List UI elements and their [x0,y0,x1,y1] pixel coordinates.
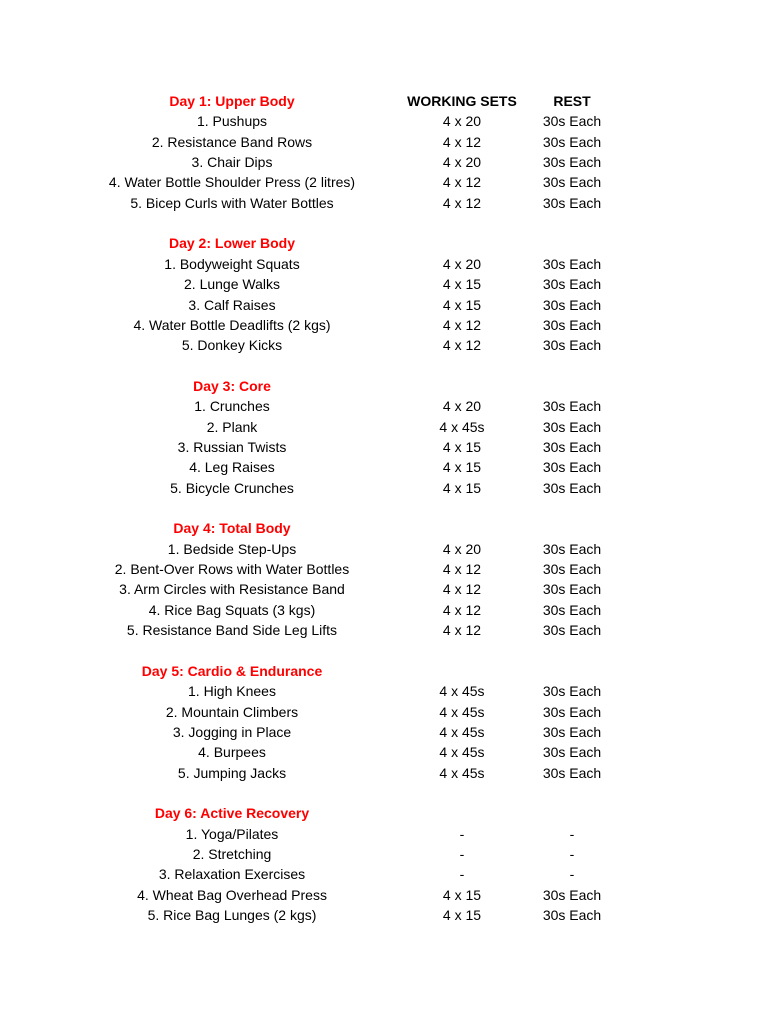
exercise-name: 1. Bodyweight Squats [164,255,300,272]
exercise-rest: 30s Each [542,337,602,354]
day-header-row [0,91,768,111]
exercise-sets: 4 x 12 [442,133,482,150]
exercise-rest: 30s Each [542,398,602,415]
exercise-rest: 30s Each [542,622,602,639]
exercise-sets: 4 x 15 [442,296,482,313]
exercise-rest: 30s Each [542,174,602,191]
exercise-sets: 4 x 12 [442,194,482,211]
exercise-name: 5. Bicep Curls with Water Bottles [130,194,334,211]
exercise-rest: 30s Each [542,561,602,578]
exercise-sets: 4 x 45s [439,723,485,740]
exercise-rest: 30s Each [542,296,602,313]
exercise-rest: 30s Each [542,276,602,293]
exercise-name: 3. Arm Circles with Resistance Band [119,581,345,598]
exercise-sets: 4 x 12 [442,174,482,191]
exercise-name: 4. Leg Raises [189,459,275,476]
exercise-name: 3. Chair Dips [191,154,273,171]
exercise-name: 1. Bedside Step-Ups [167,540,297,557]
exercise-rest: 30s Each [542,723,602,740]
exercise-rest: - [569,845,575,862]
exercise-sets: 4 x 15 [442,276,482,293]
exercise-row [0,539,768,559]
exercise-row [0,437,768,457]
day-header-row [0,233,768,253]
exercise-rest: 30s Each [542,113,602,130]
exercise-rest: 30s Each [542,907,602,923]
exercise-name: 2. Lunge Walks [184,276,280,293]
exercise-row [0,254,768,274]
exercise-name: 2. Resistance Band Rows [151,133,313,150]
day-title: Day 4: Total Body [173,520,291,537]
exercise-name: 4. Water Bottle Deadlifts (2 kgs) [133,316,331,333]
exercise-name: 3. Jogging in Place [172,723,292,740]
exercise-sets: - [459,845,465,862]
exercise-rest: 30s Each [542,255,602,272]
exercise-rest: 30s Each [542,540,602,557]
exercise-rest: 30s Each [542,133,602,150]
exercise-rest: 30s Each [542,581,602,598]
exercise-sets: 4 x 45s [439,764,485,781]
exercise-sets: 4 x 12 [442,622,482,639]
exercise-rest: 30s Each [542,154,602,171]
exercise-sets: 4 x 15 [442,479,482,496]
exercise-row [0,905,768,925]
exercise-sets: 4 x 12 [442,316,482,333]
exercise-rest: 30s Each [542,601,602,618]
exercise-row [0,396,768,416]
exercise-row [0,457,768,477]
exercise-rest: 30s Each [542,886,602,903]
exercise-name: 5. Bicycle Crunches [170,479,294,496]
working-sets-header: WORKING SETS [407,93,517,109]
exercise-name: 5. Donkey Kicks [181,337,283,354]
exercise-sets: 4 x 15 [442,886,482,903]
exercise-sets: 4 x 15 [442,907,482,923]
exercise-name: 1. Crunches [194,398,270,415]
day-title: Day 5: Cardio & Endurance [141,662,323,679]
exercise-name: 5. Rice Bag Lunges (2 kgs) [147,907,317,923]
exercise-row [0,681,768,701]
exercise-name: 2. Mountain Climbers [165,703,299,720]
day-title: Day 6: Active Recovery [154,805,310,822]
exercise-row [0,478,768,498]
exercise-row [0,193,768,213]
exercise-row [0,152,768,172]
exercise-rest: 30s Each [542,194,602,211]
exercise-sets: 4 x 20 [442,540,482,557]
exercise-rest: - [569,866,575,883]
exercise-row [0,172,768,192]
exercise-sets: 4 x 20 [442,113,482,130]
exercise-row [0,274,768,294]
exercise-sets: 4 x 45s [439,744,485,761]
exercise-name: 2. Bent-Over Rows with Water Bottles [114,561,350,578]
exercise-row [0,722,768,742]
exercise-sets: 4 x 12 [442,561,482,578]
exercise-name: 4. Wheat Bag Overhead Press [137,886,327,903]
exercise-sets: 4 x 12 [442,337,482,354]
exercise-sets: 4 x 20 [442,398,482,415]
day-title: Day 2: Lower Body [168,235,296,252]
exercise-rest: 30s Each [542,316,602,333]
day-header-row [0,803,768,823]
exercise-row [0,763,768,783]
exercise-row [0,864,768,884]
exercise-rest: 30s Each [542,459,602,476]
exercise-rest: 30s Each [542,744,602,761]
exercise-name: 3. Russian Twists [177,438,287,455]
rest-header: REST [553,93,591,109]
exercise-sets: 4 x 12 [442,581,482,598]
exercise-row [0,315,768,335]
exercise-sets: 4 x 45s [439,683,485,700]
exercise-name: 4. Burpees [198,744,266,761]
exercise-row [0,620,768,640]
exercise-rest: 30s Each [542,764,602,781]
exercise-row [0,295,768,315]
exercise-sets: 4 x 15 [442,438,482,455]
day-header-row [0,376,768,396]
exercise-rest: - [569,825,575,842]
exercise-sets: 4 x 45s [439,703,485,720]
day-header-row [0,518,768,538]
exercise-row [0,844,768,864]
day-title: Day 3: Core [193,377,271,394]
exercise-sets: 4 x 15 [442,459,482,476]
exercise-name: 3. Relaxation Exercises [158,866,306,883]
exercise-name: 2. Plank [206,418,258,435]
exercise-row [0,824,768,844]
day-title: Day 1: Upper Body [169,93,295,109]
day-header-row [0,661,768,681]
exercise-sets: 4 x 20 [442,255,482,272]
exercise-sets: 4 x 20 [442,154,482,171]
exercise-row [0,702,768,722]
exercise-name: 4. Water Bottle Shoulder Press (2 litres) [108,174,356,191]
exercise-row [0,132,768,152]
exercise-row [0,579,768,599]
exercise-row [0,600,768,620]
exercise-name: 1. Pushups [196,113,268,130]
exercise-name: 4. Rice Bag Squats (3 kgs) [148,601,316,618]
exercise-row [0,742,768,762]
exercise-row [0,417,768,437]
exercise-sets: - [459,825,465,842]
exercise-name: 1. High Knees [188,683,276,700]
exercise-name: 1. Yoga/Pilates [185,825,279,842]
exercise-name: 5. Resistance Band Side Leg Lifts [126,622,338,639]
exercise-sets: 4 x 45s [439,418,485,435]
exercise-name: 5. Jumping Jacks [177,764,287,781]
exercise-rest: 30s Each [542,438,602,455]
exercise-row [0,559,768,579]
exercise-rest: 30s Each [542,418,602,435]
exercise-name: 3. Calf Raises [188,296,276,313]
exercise-sets: 4 x 12 [442,601,482,618]
exercise-rest: 30s Each [542,703,602,720]
exercise-rest: 30s Each [542,479,602,496]
exercise-row [0,335,768,355]
exercise-row [0,111,768,131]
exercise-rest: 30s Each [542,683,602,700]
exercise-name: 2. Stretching [192,845,272,862]
exercise-row [0,885,768,905]
exercise-sets: - [459,866,465,883]
